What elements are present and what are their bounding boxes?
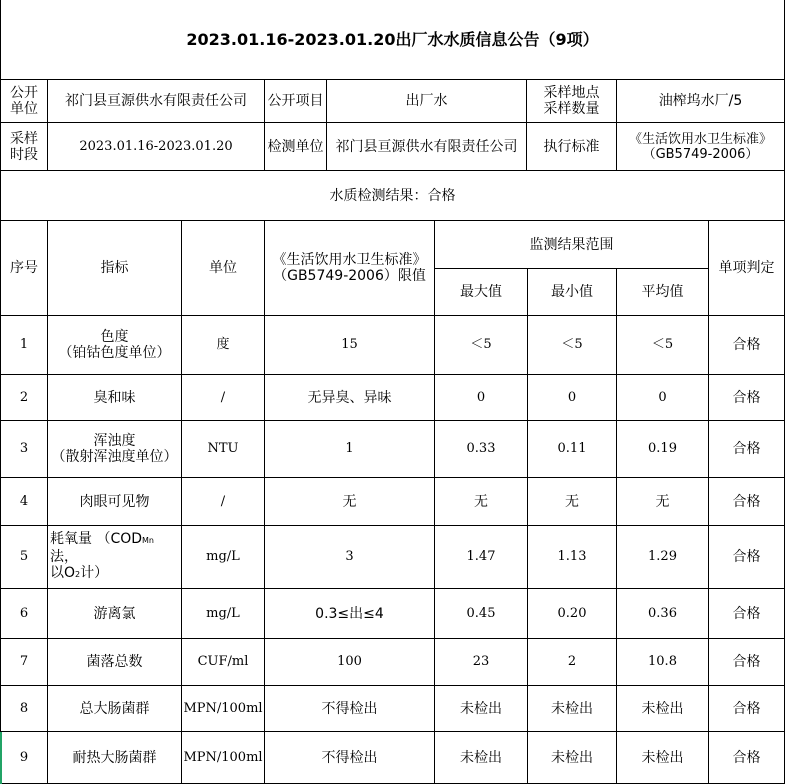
cell-indicator[interactable]: 游离氯	[48, 589, 182, 639]
cell-max[interactable]: ＜5	[435, 316, 528, 375]
selection-edge	[0, 732, 2, 784]
standard-value[interactable]: 《生活饮用水卫生标准》 （GB5749-2006）	[617, 123, 785, 171]
indicator-part: 耗氧量 （COD	[50, 531, 143, 547]
cell-limit[interactable]: 不得检出	[265, 732, 435, 784]
cell-indicator[interactable]	[48, 526, 182, 589]
cell-verdict[interactable]: 合格	[709, 375, 785, 421]
pub-unit-value[interactable]: 祁门县亘源供水有限责任公司	[48, 80, 265, 123]
cell-max[interactable]: 1.47	[435, 526, 528, 589]
cell-indicator[interactable]: 色度 （铂钴色度单位）	[48, 316, 182, 375]
cell-unit[interactable]: /	[182, 478, 265, 526]
indicator-part: 2	[75, 570, 81, 579]
cell-avg[interactable]: 未检出	[617, 686, 709, 732]
cell-unit[interactable]: NTU	[182, 421, 265, 478]
cell-avg[interactable]: 0.36	[617, 589, 709, 639]
cell-unit[interactable]: 度	[182, 316, 265, 375]
cell-min[interactable]: 0	[528, 375, 617, 421]
cell-limit[interactable]: 无异臭、异味	[265, 375, 435, 421]
cell-max[interactable]: 未检出	[435, 732, 528, 784]
cell-verdict[interactable]: 合格	[709, 526, 785, 589]
cell-indicator[interactable]: 耐热大肠菌群	[48, 732, 182, 784]
cell-min[interactable]: ＜5	[528, 316, 617, 375]
result-line[interactable]: 水质检测结果：合格	[0, 171, 785, 221]
cell-no[interactable]: 1	[0, 316, 48, 375]
sample-label[interactable]: 采样地点 采样数量	[527, 80, 617, 123]
cell-no[interactable]: 6	[0, 589, 48, 639]
cell-unit[interactable]: CUF/ml	[182, 639, 265, 686]
cell-unit[interactable]: /	[182, 375, 265, 421]
indicator-part: Mn	[142, 536, 155, 545]
cell-avg[interactable]: 0.19	[617, 421, 709, 478]
cell-indicator[interactable]: 菌落总数	[48, 639, 182, 686]
page-title[interactable]: 2023.01.16-2023.01.20出厂水水质信息公告（9项）	[0, 0, 785, 80]
cell-indicator[interactable]: 总大肠菌群	[48, 686, 182, 732]
period-value[interactable]: 2023.01.16-2023.01.20	[48, 123, 265, 171]
cell-no[interactable]: 5	[0, 526, 48, 589]
pub-item-value[interactable]: 出厂水	[327, 80, 527, 123]
cell-unit[interactable]: MPN/100ml	[182, 686, 265, 732]
cell-limit[interactable]: 3	[265, 526, 435, 589]
cell-min[interactable]: 未检出	[528, 732, 617, 784]
cell-limit[interactable]: 100	[265, 639, 435, 686]
cell-verdict[interactable]: 合格	[709, 316, 785, 375]
header-no[interactable]: 序号	[0, 221, 48, 316]
cell-min[interactable]: 0.11	[528, 421, 617, 478]
cell-unit[interactable]: MPN/100ml	[182, 732, 265, 784]
cell-max[interactable]: 无	[435, 478, 528, 526]
cell-max[interactable]: 0.33	[435, 421, 528, 478]
header-indicator[interactable]: 指标	[48, 221, 182, 316]
pub-item-label[interactable]: 公开项目	[265, 80, 327, 123]
cell-no[interactable]: 4	[0, 478, 48, 526]
cell-indicator[interactable]: 浑浊度 （散射浑浊度单位）	[48, 421, 182, 478]
cell-no[interactable]: 3	[0, 421, 48, 478]
pub-unit-label[interactable]: 公开 单位	[0, 80, 48, 123]
period-label[interactable]: 采样 时段	[0, 123, 48, 171]
test-unit-label[interactable]: 检测单位	[265, 123, 327, 171]
standard-label[interactable]: 执行标准	[527, 123, 617, 171]
cell-min[interactable]: 2	[528, 639, 617, 686]
indicator-part: 计）	[80, 565, 109, 581]
sample-value[interactable]: 油榨坞水厂/5	[617, 80, 785, 123]
cell-verdict[interactable]: 合格	[709, 639, 785, 686]
cell-no[interactable]: 8	[0, 686, 48, 732]
header-avg[interactable]: 平均值	[617, 269, 709, 316]
cell-verdict[interactable]: 合格	[709, 421, 785, 478]
cell-min[interactable]: 未检出	[528, 686, 617, 732]
cell-unit[interactable]: mg/L	[182, 526, 265, 589]
cell-verdict[interactable]: 合格	[709, 589, 785, 639]
cell-verdict[interactable]: 合格	[709, 478, 785, 526]
header-unit[interactable]: 单位	[182, 221, 265, 316]
header-range[interactable]: 监测结果范围	[435, 221, 709, 269]
cell-min[interactable]: 无	[528, 478, 617, 526]
cell-limit[interactable]: 不得检出	[265, 686, 435, 732]
cell-max[interactable]: 23	[435, 639, 528, 686]
header-limit[interactable]: 《生活饮用水卫生标准》 （GB5749-2006）限值	[265, 221, 435, 316]
cell-limit[interactable]: 0.3≤出≤4	[265, 589, 435, 639]
indicator-part: 法， 以O	[50, 549, 78, 581]
cell-max[interactable]: 0	[435, 375, 528, 421]
cell-min[interactable]: 1.13	[528, 526, 617, 589]
cell-min[interactable]: 0.20	[528, 589, 617, 639]
cell-avg[interactable]: 0	[617, 375, 709, 421]
cell-no[interactable]: 7	[0, 639, 48, 686]
cell-avg[interactable]: ＜5	[617, 316, 709, 375]
header-min[interactable]: 最小值	[528, 269, 617, 316]
test-unit-value[interactable]: 祁门县亘源供水有限责任公司	[327, 123, 527, 171]
cell-verdict[interactable]: 合格	[709, 686, 785, 732]
cell-max[interactable]: 0.45	[435, 589, 528, 639]
indicator-text	[50, 531, 181, 583]
header-verdict[interactable]: 单项判定	[709, 221, 785, 316]
cell-avg[interactable]: 1.29	[617, 526, 709, 589]
cell-indicator[interactable]: 臭和味	[48, 375, 182, 421]
cell-verdict[interactable]: 合格	[709, 732, 785, 784]
cell-max[interactable]: 未检出	[435, 686, 528, 732]
cell-no[interactable]: 2	[0, 375, 48, 421]
cell-indicator[interactable]: 肉眼可见物	[48, 478, 182, 526]
header-max[interactable]: 最大值	[435, 269, 528, 316]
cell-limit[interactable]: 1	[265, 421, 435, 478]
cell-avg[interactable]: 无	[617, 478, 709, 526]
cell-no[interactable]: 9	[0, 732, 48, 784]
cell-limit[interactable]: 15	[265, 316, 435, 375]
cell-limit[interactable]: 无	[265, 478, 435, 526]
cell-unit[interactable]: mg/L	[182, 589, 265, 639]
cell-avg[interactable]: 未检出	[617, 732, 709, 784]
cell-avg[interactable]: 10.8	[617, 639, 709, 686]
